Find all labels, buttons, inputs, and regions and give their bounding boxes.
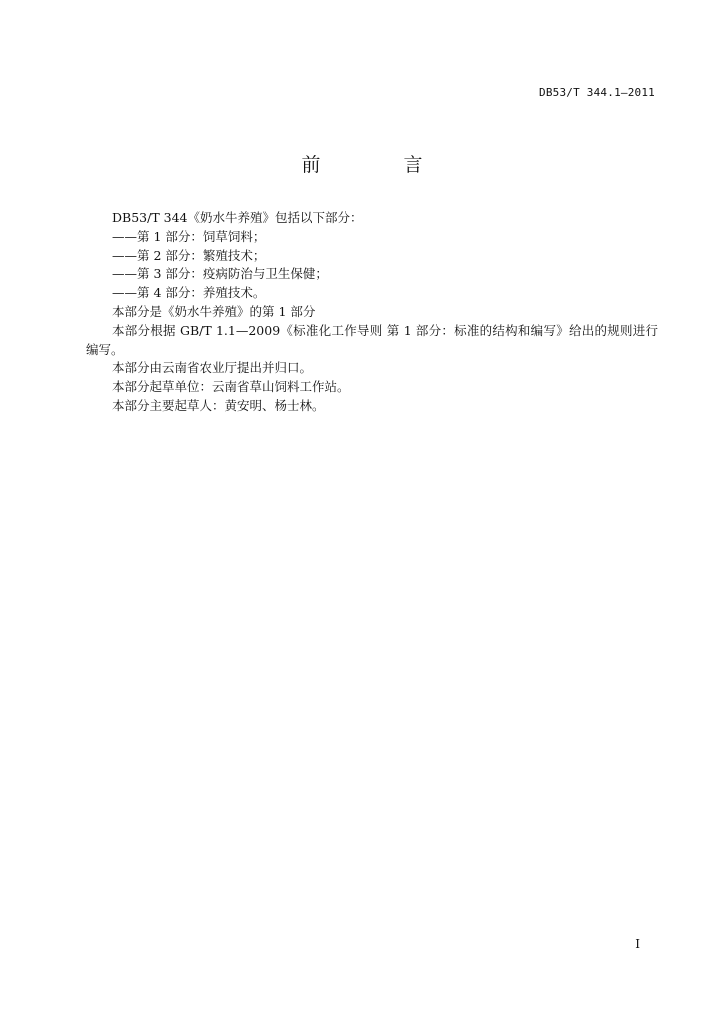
foreword-paragraph-drafting-unit: 本部分起草单位：云南省草山饲料工作站。 <box>112 379 350 395</box>
foreword-paragraph-drafting-rules: 本部分根据 GB/T 1.1—2009《标准化工作导则 第 1 部分：标准的结构和编写》给出的规则进行编写。 <box>86 322 658 357</box>
foreword-list-item-part-4: ——第 4 部分：养殖技术。 <box>112 285 266 301</box>
foreword-list-item-part-2: ——第 2 部分：繁殖技术； <box>112 247 266 263</box>
foreword-list-item-part-1: ——第 1 部分：饲草饲料； <box>112 228 266 244</box>
page-title: 前 言 <box>301 154 455 176</box>
foreword-paragraph-intro: DB53/T 344《奶水牛养殖》包括以下部分： <box>112 210 363 225</box>
document-code-header: DB53/T 344.1—2011 <box>539 86 655 99</box>
foreword-paragraph-part-statement: 本部分是《奶水牛养殖》的第 1 部分 <box>112 303 316 319</box>
foreword-paragraph-proposer: 本部分由云南省农业厅提出并归口。 <box>112 360 313 376</box>
foreword-body <box>86 209 658 416</box>
foreword-list-item-part-3: ——第 3 部分：疫病防治与卫生保健； <box>112 266 328 282</box>
page-number: I <box>635 937 640 951</box>
foreword-paragraph-drafters: 本部分主要起草人：黄安明、杨士林。 <box>112 397 325 413</box>
